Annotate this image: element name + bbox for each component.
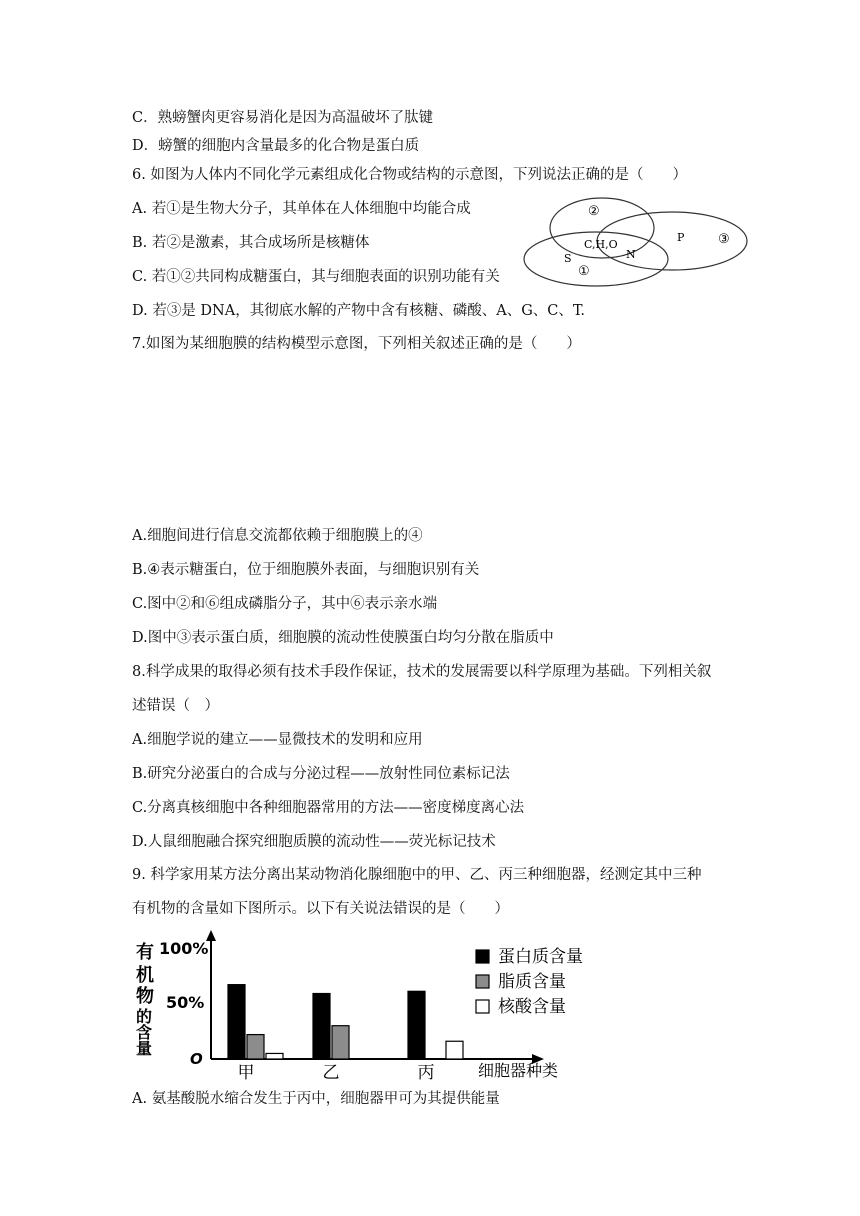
q8-option-a: A.细胞学说的建立——显微技术的发明和应用 — [132, 732, 423, 748]
q9-option-a: A. 氨基酸脱水缩合发生于丙中，细胞器甲可为其提供能量 — [132, 1091, 500, 1107]
bar-protein-3 — [408, 991, 425, 1059]
q7-option-c: C.图中②和⑥组成磷脂分子，其中⑥表示亲水端 — [132, 596, 438, 612]
q9-stem-line2: 有机物的含量如下图所示。以下有关说法错误的是（ ） — [132, 901, 509, 917]
q9-stem-line1: 9. 科学家用某方法分离出某动物消化腺细胞中的甲、乙、丙三种细胞器，经测定其中三种 — [132, 867, 702, 883]
organelle-content-chart — [126, 928, 626, 1084]
y-axis-label-char-3: 物 — [136, 986, 154, 1007]
legend-swatch-lipid — [476, 975, 489, 988]
y-axis-label-char-5: 含 — [136, 1023, 153, 1042]
legend-label-lipid: 脂质含量 — [498, 972, 566, 992]
q8-stem-line2: 述错误（ ） — [132, 698, 219, 714]
venn-element-p: P — [677, 231, 685, 244]
q7-stem: 7.如图为某细胞膜的结构模型示意图，下列相关叙述正确的是（ ） — [132, 336, 581, 352]
venn-label-3: ③ — [718, 232, 730, 247]
bar-nucleic-acid-1 — [266, 1053, 283, 1059]
q6-stem: 6. 如图为人体内不同化学元素组成化合物或结构的示意图，下列说法正确的是（ ） — [132, 167, 687, 183]
y-axis-label-char-2: 机 — [136, 965, 154, 986]
y-axis-label-char-1: 有 — [136, 942, 154, 963]
y-axis-label-char-6: 量 — [136, 1039, 153, 1058]
q5-option-c: C．熟螃蟹肉更容易消化是因为高温破坏了肽键 — [132, 110, 434, 126]
venn-element-n: N — [626, 248, 636, 261]
bar-protein-1 — [228, 985, 245, 1059]
legend-swatch-nucleic-acid — [476, 1000, 489, 1013]
x-tick-label-1: 甲 — [237, 1063, 255, 1083]
origin-label: O — [190, 1050, 203, 1068]
q7-option-b: B.④表示糖蛋白，位于细胞膜外表面，与细胞识别有关 — [132, 562, 480, 578]
venn-element-s: S — [564, 252, 572, 265]
bar-protein-2 — [313, 994, 330, 1059]
y-tick-100: 100% — [159, 939, 209, 958]
q6-option-a: A. 若①是生物大分子，其单体在人体细胞中均能合成 — [132, 201, 471, 217]
bar-lipid-2 — [332, 1026, 349, 1059]
venn-center-elements: C,H,O — [584, 238, 618, 251]
y-tick-50: 50% — [166, 993, 205, 1012]
x-tick-label-2: 乙 — [322, 1063, 340, 1083]
chart-legend — [476, 947, 583, 1017]
q8-option-d: D.人鼠细胞融合探究细胞质膜的流动性——荧光标记技术 — [132, 834, 496, 850]
venn-label-2: ② — [588, 204, 600, 219]
q7-option-d: D.图中③表示蛋白质，细胞膜的流动性使膜蛋白均匀分散在脂质中 — [132, 630, 554, 646]
legend-swatch-protein — [476, 950, 489, 963]
q6-option-b: B. 若②是激素，其合成场所是核糖体 — [132, 235, 370, 251]
bar-lipid-1 — [247, 1035, 264, 1059]
q8-option-b: B.研究分泌蛋白的合成与分泌过程——放射性同位素标记法 — [132, 766, 510, 782]
q8-stem-line1: 8.科学成果的取得必须有技术手段作保证，技术的发展需要以科学原理为基础。下列相关叙 — [132, 664, 712, 680]
x-tick-labels — [238, 1063, 435, 1083]
legend-label-protein: 蛋白质含量 — [498, 947, 583, 967]
q5-option-d: D．螃蟹的细胞内含量最多的化合物是蛋白质 — [132, 138, 420, 154]
legend-label-nucleic-acid: 核酸含量 — [498, 997, 566, 1017]
venn-label-1: ① — [578, 264, 590, 279]
y-axis-label-char-4: 的 — [136, 1007, 153, 1026]
x-tick-label-3: 丙 — [417, 1063, 435, 1083]
bar-group — [228, 985, 463, 1059]
y-axis-label — [136, 941, 154, 1058]
element-venn-diagram — [522, 196, 752, 292]
q6-option-c: C. 若①②共同构成糖蛋白，其与细胞表面的识别功能有关 — [132, 269, 500, 285]
q7-option-a: A.细胞间进行信息交流都依赖于细胞膜上的④ — [132, 528, 423, 544]
x-axis-label: 细胞器种类 — [478, 1061, 559, 1080]
q8-option-c: C.分离真核细胞中各种细胞器常用的方法——密度梯度离心法 — [132, 800, 525, 816]
q6-option-d: D. 若③是 DNA，其彻底水解的产物中含有核糖、磷酸、A、G、C、T. — [132, 303, 586, 319]
bar-nucleic-acid-3 — [446, 1041, 463, 1059]
